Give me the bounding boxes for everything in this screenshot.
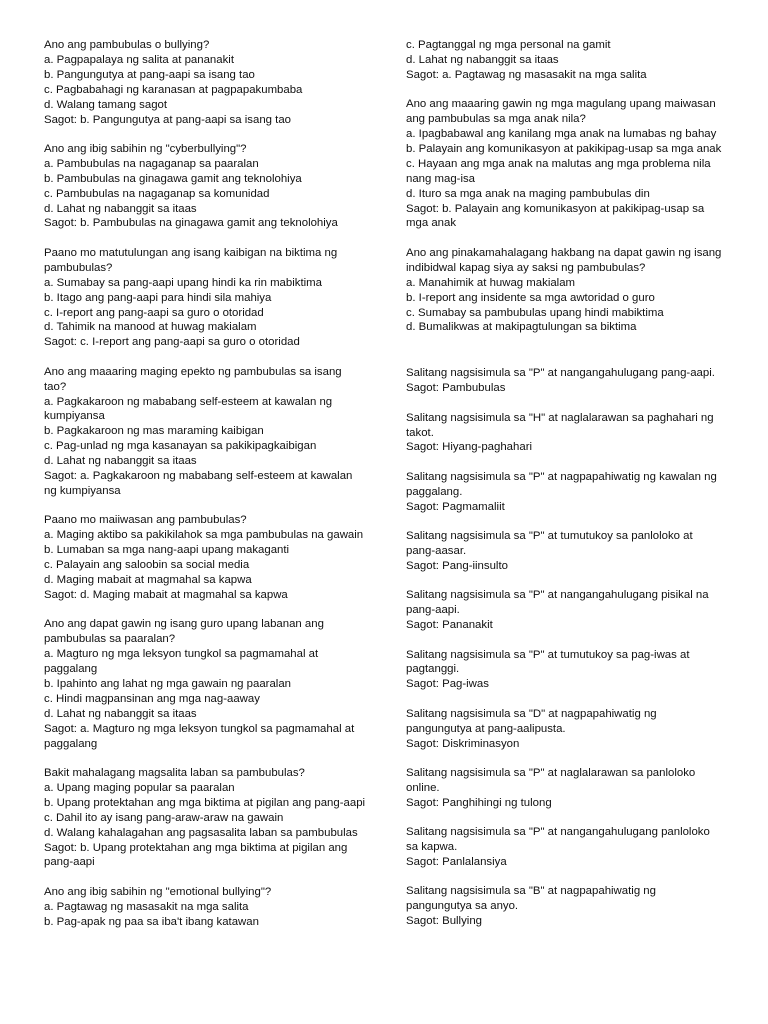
answer-text: Sagot: Pag-iwas xyxy=(406,678,489,691)
clue-text: Salitang nagsisimula sa "P" at nangangahulugang panloloko sa kapwa. xyxy=(406,826,710,854)
word-clue-block xyxy=(406,648,724,693)
option-d: d. Walang kahalagahan ang pagsasalita laban sa pambubulas xyxy=(44,826,358,839)
option-a: a. Ipagbabawal ang kanilang mga anak na lumabas ng bahay xyxy=(406,128,717,141)
option-b: b. Palayain ang komunikasyon at pakikipag-usap sa mga anak xyxy=(406,142,722,155)
question-block xyxy=(406,97,724,231)
question-block xyxy=(44,885,366,930)
option-b: b. Ipahinto ang lahat ng mga gawain ng paaralan xyxy=(44,677,291,690)
question-block xyxy=(406,246,724,335)
right-column xyxy=(406,38,724,944)
option-d: d. Lahat ng nabanggit sa itaas xyxy=(44,455,197,468)
clue-text: Salitang nagsisimula sa "D" at nagpapahiwatig ng pangungutya at pang-aalipusta. xyxy=(406,707,657,735)
question-continuation xyxy=(406,38,724,83)
option-a: a. Upang maging popular sa paaralan xyxy=(44,781,235,794)
word-clue-block xyxy=(406,707,724,752)
question-block xyxy=(44,246,366,350)
left-column xyxy=(44,38,366,944)
word-clue-block xyxy=(406,825,724,870)
option-c: c. Hayaan ang mga anak na malutas ang mga problema nila nang mag-isa xyxy=(406,157,711,185)
option-d: d. Lahat ng nabanggit sa itaas xyxy=(44,202,197,215)
option-d: d. Ituro sa mga anak na maging pambubulas din xyxy=(406,187,650,200)
answer-text: Sagot: Pagmamaliit xyxy=(406,500,505,513)
clue-text: Salitang nagsisimula sa "P" at tumutukoy sa panloloko at pang-aasar. xyxy=(406,530,693,557)
clue-text: Salitang nagsisimula sa "H" at naglalarawan sa paghahari ng takot. xyxy=(406,411,714,439)
option-d: d. Lahat ng nabanggit sa itaas xyxy=(406,53,559,66)
word-clue-block xyxy=(406,411,724,456)
option-d: d. Bumalikwas at makipagtulungan sa biktima xyxy=(406,321,637,334)
option-b: b. Itago ang pang-aapi para hindi sila mahiya xyxy=(44,291,272,304)
option-a: a. Maging aktibo sa pakikilahok sa mga pambubulas na gawain xyxy=(44,529,364,542)
answer-text: Sagot: a. Magturo ng mga leksyon tungkol sa pagmamahal at paggalang xyxy=(44,722,355,750)
option-b: b. Pag-apak ng paa sa iba't ibang katawan xyxy=(44,915,259,928)
option-a: a. Magturo ng mga leksyon tungkol sa pagmamahal at paggalang xyxy=(44,648,319,676)
answer-text: Sagot: a. Pagtawag ng masasakit na mga salita xyxy=(406,68,647,81)
question-block xyxy=(44,617,366,751)
option-b: b. Pangungutya at pang-aapi sa isang tao xyxy=(44,68,255,81)
answer-text: Sagot: c. I-report ang pang-aapi sa guro o otoridad xyxy=(44,336,300,349)
answer-text: Sagot: b. Pangungutya at pang-aapi sa isang tao xyxy=(44,113,291,126)
option-d: d. Tahimik na manood at huwag makialam xyxy=(44,321,257,334)
option-a: a. Manahimik at huwag makialam xyxy=(406,276,576,289)
option-c: c. Dahil ito ay isang pang-araw-araw na gawain xyxy=(44,811,284,824)
question-text: Ano ang dapat gawin ng isang guro upang labanan ang pambubulas sa paaralan? xyxy=(44,618,324,646)
option-b: b. Pagkakaroon ng mas maraming kaibigan xyxy=(44,425,264,438)
option-c: c. Pag-unlad ng mga kasanayan sa pakikipagkaibigan xyxy=(44,440,317,453)
word-clue-block xyxy=(406,884,724,929)
option-c: c. Hindi magpansinan ang mga nag-aaway xyxy=(44,692,260,705)
word-clue-block xyxy=(406,470,724,515)
option-c: c. Sumabay sa pambubulas upang hindi mabiktima xyxy=(406,306,664,319)
word-clue-block xyxy=(406,588,724,633)
option-b: b. Upang protektahan ang mga biktima at pigilan ang pang-aapi xyxy=(44,796,366,809)
option-d: d. Lahat ng nabanggit sa itaas xyxy=(44,707,197,720)
option-b: b. I-report ang insidente sa mga awtoridad o guro xyxy=(406,291,655,304)
question-block xyxy=(44,142,366,231)
option-c: c. Palayain ang saloobin sa social media xyxy=(44,559,250,572)
question-text: Paano mo maiiwasan ang pambubulas? xyxy=(44,514,247,527)
answer-text: Sagot: Pananakit xyxy=(406,619,493,632)
word-clue-block xyxy=(406,766,724,811)
answer-text: Sagot: Bullying xyxy=(406,915,482,928)
option-a: a. Pagtawag ng masasakit na mga salita xyxy=(44,900,249,913)
clue-text: Salitang nagsisimula sa "P" at naglalarawan sa panloloko online. xyxy=(406,766,696,794)
answer-text: Sagot: b. Palayain ang komunikasyon at pakikipag-usap sa mga anak xyxy=(406,202,705,230)
answer-text: Sagot: Pambubulas xyxy=(406,382,506,395)
option-d: d. Maging mabait at magmahal sa kapwa xyxy=(44,574,252,586)
option-c: c. Pambubulas na nagaganap sa komunidad xyxy=(44,187,270,200)
question-text: Ano ang ibig sabihin ng "emotional bullying"? xyxy=(44,885,272,898)
option-a: a. Sumabay sa pang-aapi upang hindi ka rin mabiktima xyxy=(44,276,322,289)
question-text: Ano ang pinakamahalagang hakbang na dapat gawin ng isang indibidwal kapag siya ay saksi ng pambubulas? xyxy=(406,246,722,274)
clue-text: Salitang nagsisimula sa "B" at nagpapahiwatig ng pangungutya sa anyo. xyxy=(406,885,656,913)
option-b: b. Lumaban sa mga nang-aapi upang makaganti xyxy=(44,544,290,557)
clue-text: Salitang nagsisimula sa "P" at nangangahulugang pang-aapi. xyxy=(406,367,715,380)
answer-text: Sagot: Panlalansiya xyxy=(406,855,507,868)
question-text: Bakit mahalagang magsalita laban sa pambubulas? xyxy=(44,766,305,779)
word-clue-block xyxy=(406,366,724,396)
question-text: Ano ang maaaring maging epekto ng pambubulas sa isang tao? xyxy=(44,365,342,393)
clue-text: Salitang nagsisimula sa "P" at nangangahulugang pisikal na pang-aapi. xyxy=(406,589,709,617)
option-a: a. Pagpapalaya ng salita at pananakit xyxy=(44,53,234,66)
answer-text: Sagot: Diskriminasyon xyxy=(406,737,520,750)
option-d: d. Walang tamang sagot xyxy=(44,98,168,111)
question-text: Ano ang ibig sabihin ng "cyberbullying"? xyxy=(44,142,247,155)
question-block xyxy=(44,766,366,870)
clue-text: Salitang nagsisimula sa "P" at tumutukoy sa pag-iwas at pagtanggi. xyxy=(406,648,690,676)
option-c: c. I-report ang pang-aapi sa guro o otoridad xyxy=(44,306,264,319)
answer-text: Sagot: Hiyang-paghahari xyxy=(406,441,533,454)
answer-text: Sagot: d. Maging mabait at magmahal sa kapwa xyxy=(44,588,288,601)
option-c: c. Pagtanggal ng mga personal na gamit xyxy=(406,39,611,51)
question-block xyxy=(44,365,366,499)
answer-text: Sagot: Panghihingi ng tulong xyxy=(406,796,552,809)
question-text: Ano ang pambubulas o bullying? xyxy=(44,39,210,51)
question-text: Paano mo matutulungan ang isang kaibigan na biktima ng pambubulas? xyxy=(44,246,338,274)
word-clue-block xyxy=(406,529,724,574)
answer-text: Sagot: b. Pambubulas na ginagawa gamit ang teknolohiya xyxy=(44,217,338,230)
option-b: b. Pambubulas na ginagawa gamit ang teknolohiya xyxy=(44,172,302,185)
answer-text: Sagot: Pang-iinsulto xyxy=(406,559,508,572)
answer-text: Sagot: b. Upang protektahan ang mga biktima at pigilan ang pang-aapi xyxy=(44,841,348,869)
question-block xyxy=(44,513,366,602)
question-text: Ano ang maaaring gawin ng mga magulang upang maiwasan ang pambubulas sa mga anak nila? xyxy=(406,98,716,126)
answer-text: Sagot: a. Pagkakaroon ng mababang self-esteem at kawalan ng kumpiyansa xyxy=(44,470,353,497)
question-block xyxy=(44,38,366,127)
clue-text: Salitang nagsisimula sa "P" at nagpapahiwatig ng kawalan ng paggalang. xyxy=(406,470,717,498)
option-a: a. Pagkakaroon ng mababang self-esteem at kawalan ng kumpiyansa xyxy=(44,395,333,423)
option-a: a. Pambubulas na nagaganap sa paaralan xyxy=(44,157,259,170)
option-c: c. Pagbabahagi ng karanasan at pagpapakumbaba xyxy=(44,83,303,96)
